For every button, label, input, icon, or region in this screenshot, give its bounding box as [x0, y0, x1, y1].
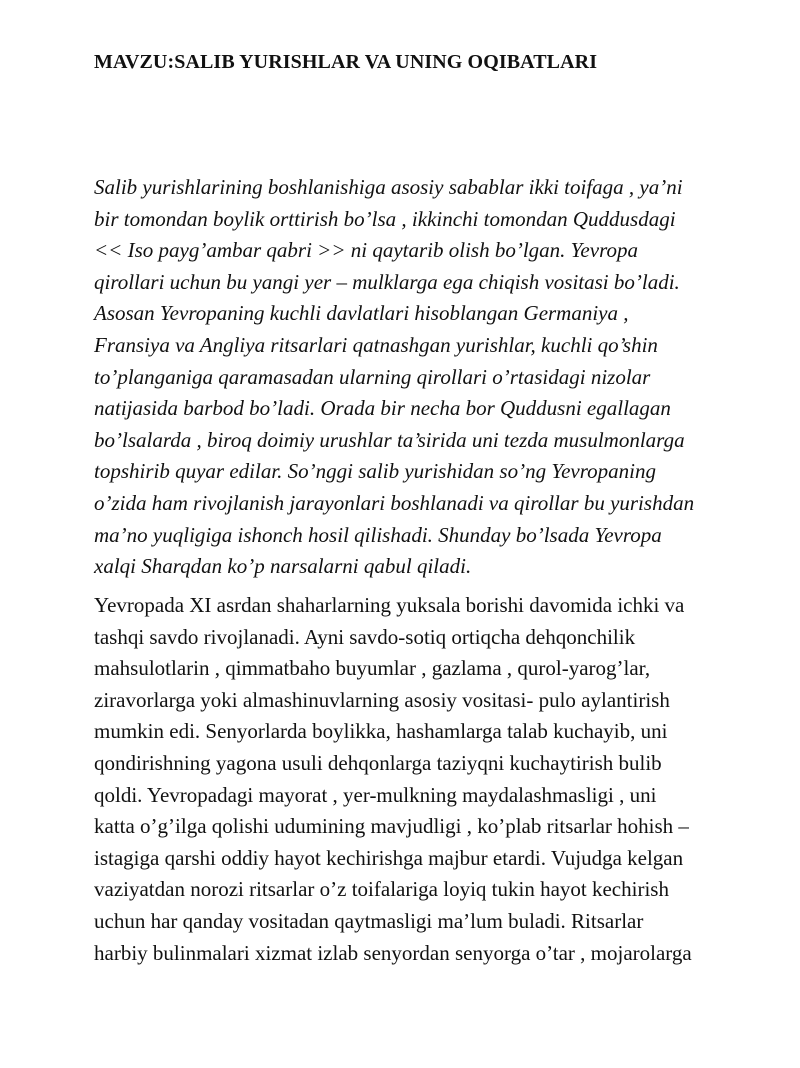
paragraph-body — [94, 590, 774, 969]
text-line: istagiga qarshi oddiy hayot kechirishga majbur etardi. Vujudga kelgan — [94, 845, 684, 870]
paragraph-italic-intro — [94, 172, 774, 583]
text-line: to’planganiga qaramasadan ularning qirollari o’rtasidagi nizolar — [94, 364, 651, 389]
text-line: Yevropada XI asrdan shaharlarning yuksala borishi davomida ichki va — [94, 593, 685, 617]
text-line: katta o’g’ilga qolishi udumining mavjudligi , ko’plab ritsarlar hohish – — [94, 814, 689, 839]
text-line: qoldi. Yevropadagi mayorat , yer-mulkning maydalashmasligi , uni — [94, 782, 657, 807]
text-line: harbiy bulinmalari xizmat izlab senyordan senyorga o’tar , mojarolarga — [94, 940, 692, 965]
text-line: Asosan Yevropaning kuchli davlatlari hisoblangan Germaniya , — [94, 301, 629, 326]
text-line: Fransiya va Angliya ritsarlari qatnashgan yurishlar, kuchli qo’shin — [94, 332, 658, 357]
text-line: tashqi savdo rivojlanadi. Ayni savdo-sotiq ortiqcha dehqonchilik — [94, 624, 636, 649]
text-line: mahsulotlarin , qimmatbaho buyumlar , gazlama , qurol-yarog’lar, — [94, 656, 651, 681]
text-line: xalqi Sharqdan ko’p narsalarni qabul qiladi. — [94, 554, 472, 579]
text-line: vaziyatdan norozi ritsarlar o’z toifalariga loyiq tukin hayot kechirish — [94, 877, 669, 902]
text-line: << Iso payg’ambar qabri >> ni qaytarib olish bo’lgan. Yevropa — [94, 238, 638, 263]
text-line: bo’lsalarda , biroq doimiy urushlar ta’sirida uni tezda musulmonlarga — [94, 427, 685, 452]
text-line: qirollari uchun bu yangi yer – mulklarga ega chiqish vositasi bo’ladi. — [94, 269, 680, 294]
text-line: o’zida ham rivojlanish jarayonlari boshlanadi va qirollar bu yurishdan — [94, 490, 695, 515]
text-line: Salib yurishlarining boshlanishiga asosiy sabablar ikki toifaga , ya’ni — [94, 175, 683, 199]
text-line: qondirishning yagona usuli dehqonlarga taziyqni kuchaytirish bulib — [94, 750, 662, 775]
text-line: ziravorlarga yoki almashinuvlarning asosiy vositasi- pulo aylantirish — [94, 687, 670, 712]
document-title: MAVZU:SALIB YURISHLAR VA UNING OQIBATLARI — [94, 51, 598, 73]
text-line: natijasida barbod bo’ladi. Orada bir necha bor Quddusni egallagan — [94, 396, 671, 421]
text-line: ma’no yuqligiga ishonch hosil qilishadi. Shunday bo’lsada Yevropa — [94, 522, 662, 547]
text-line: uchun har qanday vositadan qaytmasligi ma’lum buladi. Ritsarlar — [94, 908, 644, 933]
text-line: topshirib quyar edilar. So’nggi salib yurishidan so’ng Yevropaning — [94, 459, 656, 484]
text-line: bir tomondan boylik orttirish bo’lsa , ikkinchi tomondan Quddusdagi — [94, 206, 676, 231]
text-line: mumkin edi. Senyorlarda boylikka, hashamlarga talab kuchayib, uni — [94, 719, 668, 744]
